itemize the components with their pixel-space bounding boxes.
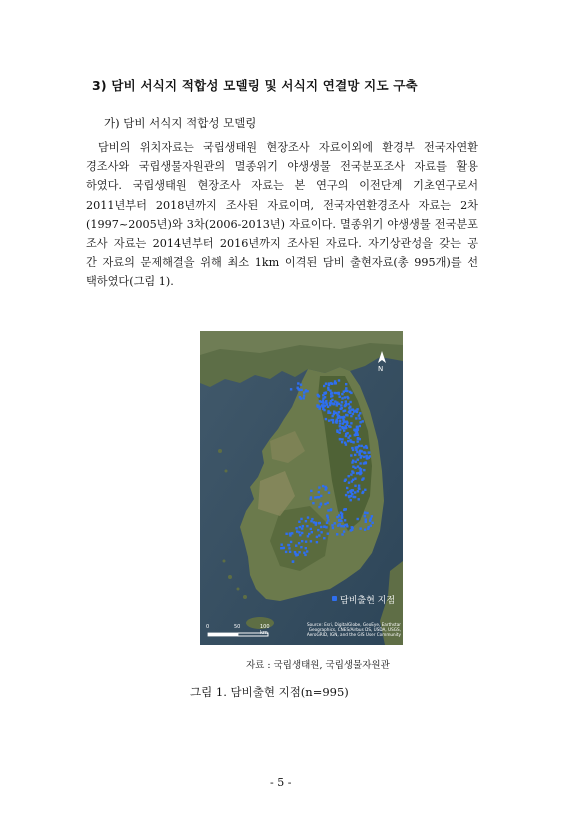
occurrence-point	[305, 541, 307, 543]
occurrence-point	[348, 475, 350, 477]
occurrence-point	[345, 425, 347, 427]
occurrence-point	[318, 534, 320, 536]
occurrence-point	[354, 485, 356, 487]
occurrence-point	[348, 411, 350, 413]
occurrence-point	[320, 526, 322, 528]
occurrence-point	[366, 457, 368, 459]
occurrence-point	[304, 554, 306, 556]
occurrence-point	[299, 396, 301, 398]
occurrence-point	[329, 402, 331, 404]
occurrence-point	[359, 462, 361, 464]
occurrence-point	[357, 490, 359, 492]
occurrence-point	[366, 512, 368, 514]
occurrence-point	[327, 519, 329, 521]
occurrence-point	[290, 541, 292, 543]
occurrence-point	[370, 525, 372, 527]
occurrence-point	[354, 478, 356, 480]
occurrence-point	[303, 395, 305, 397]
occurrence-point	[364, 529, 366, 531]
occurrence-point	[323, 385, 325, 387]
occurrence-point	[351, 480, 353, 482]
occurrence-point	[368, 526, 370, 528]
occurrence-point	[310, 490, 312, 492]
scale-label-50: 50	[234, 624, 241, 630]
occurrence-point	[356, 408, 358, 410]
occurrence-point	[295, 545, 297, 547]
occurrence-point	[320, 495, 322, 497]
figure-source: 자료 : 국립생태원, 국립생물자원관	[246, 660, 390, 671]
occurrence-point	[296, 530, 298, 532]
occurrence-point	[321, 404, 323, 406]
occurrence-point	[334, 400, 336, 402]
occurrence-point	[327, 406, 329, 408]
occurrence-point	[311, 531, 313, 533]
occurrence-point	[323, 537, 325, 539]
occurrence-point	[307, 516, 309, 518]
occurrence-point	[310, 520, 312, 522]
occurrence-point	[357, 459, 359, 461]
occurrence-point	[327, 412, 329, 414]
occurrence-point	[350, 499, 352, 501]
occurrence-point	[343, 509, 345, 511]
occurrence-point	[349, 435, 351, 437]
occurrence-point	[350, 454, 352, 456]
occurrence-point	[350, 529, 352, 531]
occurrence-point	[320, 503, 322, 505]
occurrence-point	[310, 528, 312, 530]
occurrence-point	[362, 477, 364, 479]
occurrence-point	[316, 404, 318, 406]
occurrence-point	[349, 391, 351, 393]
occurrence-point	[352, 413, 354, 415]
occurrence-point	[343, 530, 345, 532]
occurrence-point	[326, 522, 328, 524]
occurrence-point	[340, 512, 342, 514]
occurrence-point	[295, 527, 297, 529]
occurrence-point	[328, 382, 330, 384]
occurrence-point	[297, 387, 299, 389]
occurrence-point	[364, 452, 366, 454]
occurrence-point	[338, 411, 340, 413]
occurrence-point	[371, 522, 373, 524]
occurrence-point	[297, 382, 299, 384]
occurrence-point	[306, 525, 308, 527]
occurrence-point	[343, 525, 345, 527]
occurrence-point	[355, 461, 357, 463]
occurrence-point	[306, 550, 308, 552]
occurrence-point	[332, 527, 334, 529]
occurrence-point	[351, 408, 353, 410]
occurrence-point	[307, 535, 309, 537]
occurrence-point	[341, 401, 343, 403]
occurrence-point	[351, 527, 353, 529]
occurrence-point	[362, 420, 364, 422]
paragraph-line: 하였다. 국립생태원 현장조사 자료는 본 연구의 이전단계 기초연구로서	[86, 179, 478, 193]
occurrence-point	[345, 479, 347, 481]
occurrence-point	[351, 447, 353, 449]
occurrence-point	[334, 380, 336, 382]
occurrence-point	[357, 440, 359, 442]
occurrence-point	[318, 522, 320, 524]
occurrence-point	[336, 404, 338, 406]
occurrence-point	[310, 540, 312, 542]
occurrence-point	[355, 449, 357, 451]
occurrence-point	[348, 403, 350, 405]
occurrence-point	[345, 383, 347, 385]
occurrence-point	[337, 525, 339, 527]
occurrence-point	[363, 456, 365, 458]
occurrence-point	[365, 521, 367, 523]
occurrence-point	[331, 383, 333, 385]
occurrence-point	[352, 466, 354, 468]
occurrence-point	[301, 540, 303, 542]
section-heading: 3) 담비 서식지 적합성 모델링 및 서식지 연결망 지도 구축	[92, 78, 418, 93]
occurrence-point	[301, 527, 303, 529]
occurrence-point	[366, 455, 368, 457]
occurrence-point	[322, 400, 324, 402]
occurrence-point	[363, 462, 365, 464]
occurrence-point	[323, 409, 325, 411]
occurrence-point	[339, 396, 341, 398]
occurrence-point	[350, 422, 352, 424]
occurrence-point	[346, 396, 348, 398]
occurrence-point	[334, 522, 336, 524]
occurrence-point	[356, 411, 358, 413]
occurrence-point	[339, 428, 341, 430]
occurrence-point	[332, 419, 334, 421]
occurrence-point	[333, 413, 335, 415]
occurrence-point	[344, 442, 346, 444]
occurrence-point	[358, 487, 360, 489]
subsection-heading: 가) 담비 서식지 적합성 모델링	[104, 116, 257, 130]
occurrence-point	[339, 420, 341, 422]
occurrence-point	[358, 414, 360, 416]
occurrence-point	[330, 395, 332, 397]
occurrence-point	[354, 496, 356, 498]
occurrence-point	[349, 439, 351, 441]
occurrence-point	[349, 401, 351, 403]
occurrence-point	[298, 521, 300, 523]
occurrence-point	[324, 405, 326, 407]
occurrence-point	[355, 417, 357, 419]
occurrence-point	[352, 441, 354, 443]
occurrence-point	[345, 387, 347, 389]
occurrence-point	[314, 496, 316, 498]
occurrence-point	[345, 400, 347, 402]
paragraph-line: 경조사와 국립생물자원관의 멸종위기 야생생물 전국분포조사 자료를 활용	[86, 160, 478, 174]
occurrence-point	[339, 408, 341, 410]
occurrence-point	[347, 491, 349, 493]
occurrence-point	[328, 420, 330, 422]
occurrence-point	[326, 515, 328, 517]
occurrence-point	[292, 561, 294, 563]
occurrence-point	[339, 416, 341, 418]
occurrence-point	[359, 421, 361, 423]
occurrence-point	[283, 547, 285, 549]
occurrence-point	[320, 531, 322, 533]
occurrence-point	[359, 425, 361, 427]
occurrence-point	[335, 412, 337, 414]
paragraph-line: 택하였다(그림 1).	[86, 275, 174, 289]
scale-label-0: 0	[206, 624, 210, 630]
occurrence-point	[338, 379, 340, 381]
occurrence-point	[311, 518, 313, 520]
occurrence-point	[327, 502, 329, 504]
occurrence-point	[331, 524, 333, 526]
occurrence-point	[359, 412, 361, 414]
occurrence-point	[312, 502, 314, 504]
occurrence-point	[305, 547, 307, 549]
occurrence-point	[336, 429, 338, 431]
occurrence-point	[289, 533, 291, 535]
occurrence-point	[302, 525, 304, 527]
paragraph-line: 간 자료의 문제해결을 위해 최소 1km 이격된 담비 출현자료(총 995개)를 선	[86, 256, 478, 270]
occurrence-point	[352, 489, 354, 491]
occurrence-point	[338, 519, 340, 521]
occurrence-point	[356, 426, 358, 428]
occurrence-point	[318, 491, 320, 493]
occurrence-point	[325, 392, 327, 394]
occurrence-point	[341, 397, 343, 399]
occurrence-point	[308, 533, 310, 535]
occurrence-point	[303, 397, 305, 399]
occurrence-point	[361, 450, 363, 452]
occurrence-point	[356, 451, 358, 453]
occurrence-point	[317, 529, 319, 531]
occurrence-point	[310, 498, 312, 500]
occurrence-point	[297, 554, 299, 556]
occurrence-point	[349, 406, 351, 408]
occurrence-point	[322, 402, 324, 404]
occurrence-point	[315, 522, 317, 524]
map-attribution: Source: Esri, DigitalGlobe, GeoEye, Earthstar Geographics, CNES/Airbus DS, USDA, USGS, AeroGRID, IGN, and the GIS User Community	[306, 622, 401, 637]
occurrence-point	[338, 514, 340, 516]
occurrence-point	[359, 417, 361, 419]
occurrence-point	[343, 429, 345, 431]
occurrence-point	[344, 410, 346, 412]
occurrence-point	[363, 469, 365, 471]
occurrence-point	[325, 488, 327, 490]
occurrence-point	[327, 509, 329, 511]
occurrence-point	[354, 467, 356, 469]
occurrence-point	[371, 515, 373, 517]
occurrence-point	[365, 445, 367, 447]
occurrence-point	[294, 551, 296, 553]
occurrence-point	[344, 421, 346, 423]
occurrence-point	[280, 547, 282, 549]
occurrence-point	[298, 542, 300, 544]
occurrence-point	[305, 389, 307, 391]
occurrence-point	[341, 393, 343, 395]
paragraph-line: 조사 자료는 2014년부터 2016년까지 조사된 자료다. 자기상관성을 갖는 공	[86, 237, 478, 251]
occurrence-point	[345, 390, 347, 392]
paragraph-line: 담비의 위치자료는 국립생태원 현장조사 자료이외에 환경부 전국자연환	[98, 141, 478, 154]
occurrence-point	[346, 487, 348, 489]
occurrence-point	[303, 552, 305, 554]
distribution-map	[200, 331, 403, 645]
occurrence-point	[340, 525, 342, 527]
occurrence-point	[289, 551, 291, 553]
occurrence-point	[285, 551, 287, 553]
occurrence-point	[338, 392, 340, 394]
occurrence-point	[358, 498, 360, 500]
occurrence-point	[300, 389, 302, 391]
occurrence-point	[345, 403, 347, 405]
occurrence-point	[298, 551, 300, 553]
occurrence-point	[332, 421, 334, 423]
occurrence-point	[344, 519, 346, 521]
scale-label-100: 100 km	[260, 624, 270, 636]
occurrence-point	[353, 429, 355, 431]
occurrence-point	[338, 432, 340, 434]
occurrence-point	[339, 425, 341, 427]
occurrence-point	[340, 404, 342, 406]
occurrence-point	[370, 518, 372, 520]
occurrence-point	[322, 485, 324, 487]
occurrence-point	[300, 546, 302, 548]
occurrence-point	[324, 503, 326, 505]
occurrence-point	[356, 446, 358, 448]
occurrence-point	[323, 526, 325, 528]
occurrence-point	[290, 388, 292, 390]
occurrence-point	[319, 400, 321, 402]
occurrence-point	[338, 403, 340, 405]
occurrence-point	[331, 402, 333, 404]
occurrence-point	[362, 491, 364, 493]
occurrence-point	[348, 495, 350, 497]
occurrence-point	[285, 533, 287, 535]
occurrence-point	[351, 461, 353, 463]
occurrence-point	[349, 426, 351, 428]
legend-label: 담비출현 지점	[340, 596, 396, 606]
occurrence-point	[350, 415, 352, 417]
occurrence-point	[300, 384, 302, 386]
occurrence-point	[322, 397, 324, 399]
occurrence-point	[359, 438, 361, 440]
occurrence-point	[324, 486, 326, 488]
occurrence-point	[341, 438, 343, 440]
occurrence-point	[337, 417, 339, 419]
occurrence-point	[369, 455, 371, 457]
occurrence-point	[327, 533, 329, 535]
occurrence-point	[368, 451, 370, 453]
paragraph-line: 2011년부터 2018년까지 조사된 자료이며, 전국자연환경조사 자료는 2차	[86, 198, 478, 212]
occurrence-point	[345, 494, 347, 496]
occurrence-point	[330, 509, 332, 511]
occurrence-point	[318, 506, 320, 508]
page-number: - 5 -	[270, 776, 292, 789]
occurrence-point	[358, 485, 360, 487]
occurrence-point	[352, 472, 354, 474]
occurrence-point	[359, 467, 361, 469]
occurrence-point	[335, 421, 337, 423]
occurrence-point	[288, 547, 290, 549]
occurrence-point	[346, 432, 348, 434]
occurrence-point	[360, 472, 362, 474]
occurrence-point	[317, 394, 319, 396]
figure-caption: 그림 1. 담비출현 지점(n=995)	[190, 685, 349, 699]
occurrence-point	[325, 526, 327, 528]
occurrence-point	[360, 455, 362, 457]
occurrence-point	[325, 401, 327, 403]
occurrence-point	[339, 438, 341, 440]
occurrence-point	[305, 520, 307, 522]
occurrence-point	[357, 434, 359, 436]
occurrence-point	[341, 533, 343, 535]
occurrence-point	[359, 453, 361, 455]
occurrence-point	[345, 435, 347, 437]
occurrence-point	[339, 422, 341, 424]
occurrence-point	[325, 418, 327, 420]
occurrence-point	[364, 512, 366, 514]
occurrence-point	[288, 544, 290, 546]
occurrence-point	[365, 518, 367, 520]
occurrence-point	[298, 531, 300, 533]
occurrence-point	[347, 440, 349, 442]
paragraph-line: (1997~2005년)와 3차(2006-2013년) 자료이다. 멸종위기 야생생물 전국분포	[86, 217, 478, 231]
occurrence-point	[359, 527, 361, 529]
occurrence-point	[299, 534, 301, 536]
occurrence-point	[364, 489, 366, 491]
occurrence-point	[342, 416, 344, 418]
occurrence-point	[353, 410, 355, 412]
occurrence-point	[341, 517, 343, 519]
occurrence-point	[346, 414, 348, 416]
occurrence-point	[361, 445, 363, 447]
occurrence-point	[336, 533, 338, 535]
occurrence-point	[318, 486, 320, 488]
occurrence-point	[291, 532, 293, 534]
occurrence-point	[341, 441, 343, 443]
occurrence-point	[281, 544, 283, 546]
occurrence-point	[348, 482, 350, 484]
occurrence-point	[299, 526, 301, 528]
occurrence-point	[344, 396, 346, 398]
north-label: N	[378, 365, 384, 373]
occurrence-point	[357, 518, 359, 520]
occurrence-point	[298, 389, 300, 391]
occurrence-point	[328, 492, 330, 494]
occurrence-point	[331, 392, 333, 394]
occurrence-point	[325, 383, 327, 385]
occurrence-point	[300, 518, 302, 520]
occurrence-point	[316, 541, 318, 543]
occurrence-point	[354, 491, 356, 493]
occurrence-point	[327, 389, 329, 391]
body-paragraph	[86, 138, 478, 292]
occurrence-point	[364, 515, 366, 517]
legend-marker	[332, 596, 337, 601]
occurrence-point	[301, 532, 303, 534]
occurrence-point	[342, 427, 344, 429]
occurrence-point	[354, 454, 356, 456]
occurrence-point	[316, 536, 318, 538]
